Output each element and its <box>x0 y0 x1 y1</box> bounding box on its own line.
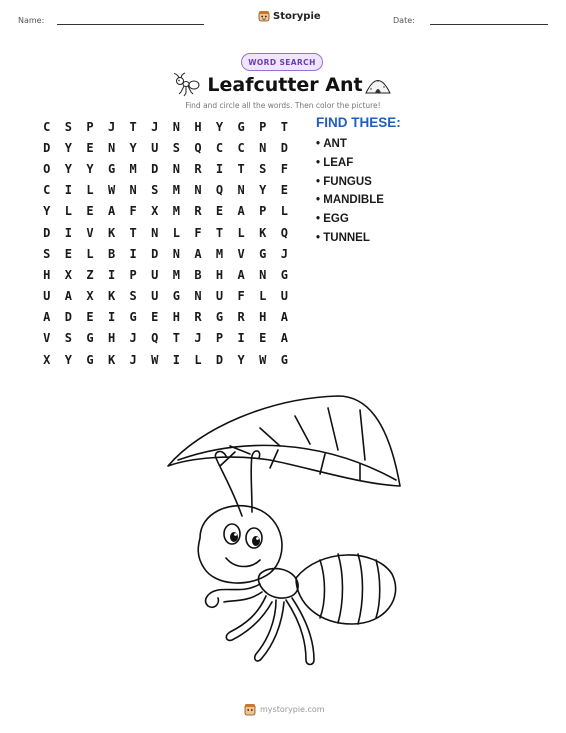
grid-letter[interactable]: G <box>172 289 180 304</box>
word-search-grid[interactable] <box>36 116 295 370</box>
grid-letter[interactable]: U <box>151 140 159 155</box>
grid-letter[interactable]: G <box>129 310 137 325</box>
grid-letter[interactable]: Y <box>259 183 267 198</box>
grid-letter[interactable]: F <box>129 204 137 219</box>
grid-letter[interactable]: N <box>194 289 202 304</box>
grid-letter[interactable]: P <box>86 119 94 134</box>
ant-icon <box>173 72 203 98</box>
grid-letter[interactable]: F <box>237 289 245 304</box>
grid-letter[interactable]: R <box>237 310 245 325</box>
grid-letter[interactable]: D <box>64 310 72 325</box>
antenna-right <box>251 451 260 512</box>
grid-letter[interactable]: J <box>280 246 288 261</box>
grid-letter[interactable]: W <box>151 352 159 367</box>
grid-letter[interactable]: W <box>107 183 116 198</box>
grid-letter[interactable]: E <box>64 246 72 261</box>
grid-letter[interactable]: E <box>86 140 94 155</box>
grid-letter[interactable]: H <box>259 310 267 325</box>
storypie-mascot-icon <box>258 10 270 22</box>
grid-letter[interactable]: P <box>129 267 137 282</box>
grid-letter[interactable]: B <box>194 267 202 282</box>
word-item: • ANT <box>316 137 384 156</box>
word-search-badge: WORD SEARCH <box>241 53 323 71</box>
grid-letter[interactable]: C <box>237 140 245 155</box>
grid-letter[interactable]: T <box>129 119 137 134</box>
grid-letter[interactable]: N <box>172 119 180 134</box>
grid-letter[interactable]: U <box>43 289 51 304</box>
grid-letter[interactable]: F <box>194 225 202 240</box>
grid-letter[interactable]: M <box>129 161 137 176</box>
grid-letter[interactable]: E <box>151 310 159 325</box>
grid-letter[interactable]: A <box>64 289 72 304</box>
page-title: Leafcutter Ant <box>207 74 363 96</box>
date-label: Date: <box>393 16 415 25</box>
grid-letter[interactable]: I <box>172 352 180 367</box>
grid-letter[interactable]: Y <box>64 140 72 155</box>
grid-letter[interactable]: G <box>237 119 245 134</box>
grid-letter[interactable]: X <box>43 352 51 367</box>
grid-letter[interactable]: O <box>43 161 51 176</box>
grid-letter[interactable]: H <box>215 267 224 282</box>
grid-letter[interactable]: I <box>64 183 72 198</box>
grid-letter[interactable]: I <box>107 267 116 282</box>
grid-letter[interactable]: L <box>86 246 94 261</box>
instructions: Find and circle all the words. Then color the picture! <box>185 101 381 110</box>
grid-letter[interactable]: H <box>43 267 51 282</box>
grid-letter[interactable]: G <box>86 331 94 346</box>
grid-letter[interactable]: T <box>237 161 245 176</box>
grid-letter[interactable]: T <box>129 225 137 240</box>
grid-letter[interactable]: E <box>259 331 267 346</box>
grid-letter[interactable]: M <box>172 183 180 198</box>
grid-letter[interactable]: Q <box>215 183 224 198</box>
footer-url[interactable]: mystorypie.com <box>260 705 325 714</box>
grid-letter[interactable]: J <box>129 331 137 346</box>
grid-letter[interactable]: R <box>194 161 202 176</box>
grid-letter[interactable]: S <box>64 119 72 134</box>
grid-letter[interactable]: H <box>172 310 180 325</box>
grid-letter[interactable]: G <box>107 161 116 176</box>
grid-letter[interactable]: Y <box>64 352 72 367</box>
grid-letter[interactable]: P <box>215 331 224 346</box>
grid-letter[interactable]: J <box>151 119 159 134</box>
grid-letter[interactable]: V <box>43 331 51 346</box>
grid-letter[interactable]: L <box>86 183 94 198</box>
grid-letter[interactable]: L <box>64 204 72 219</box>
grid-letter[interactable]: L <box>280 204 288 219</box>
grid-letter[interactable]: K <box>107 289 116 304</box>
grid-letter[interactable]: I <box>237 331 245 346</box>
grid-letter[interactable]: N <box>259 140 267 155</box>
grid-letter[interactable]: T <box>172 331 180 346</box>
grid-letter[interactable]: C <box>215 140 224 155</box>
grid-letter[interactable]: U <box>151 267 159 282</box>
grid-letter[interactable]: H <box>194 119 202 134</box>
grid-letter[interactable]: S <box>43 246 51 261</box>
grid-letter[interactable]: N <box>259 267 267 282</box>
find-these-heading: FIND THESE: <box>316 115 401 130</box>
grid-letter[interactable]: J <box>107 119 116 134</box>
grid-letter[interactable]: L <box>194 352 202 367</box>
word-item: • EGG <box>316 212 384 231</box>
word-list <box>316 137 384 250</box>
date-line[interactable] <box>430 24 548 25</box>
grid-letter[interactable]: L <box>172 225 180 240</box>
grid-letter[interactable]: U <box>151 289 159 304</box>
grid-letter[interactable]: Q <box>194 140 202 155</box>
grid-letter[interactable]: M <box>215 246 224 261</box>
grid-letter[interactable]: U <box>215 289 224 304</box>
grid-letter[interactable]: A <box>194 246 202 261</box>
grid-letter[interactable]: I <box>107 310 116 325</box>
grid-letter[interactable]: Y <box>215 119 224 134</box>
grid-letter[interactable]: B <box>107 246 116 261</box>
grid-letter[interactable]: N <box>172 161 180 176</box>
grid-letter[interactable]: D <box>280 140 288 155</box>
grid-letter[interactable]: R <box>194 310 202 325</box>
grid-letter[interactable]: F <box>280 161 288 176</box>
grid-letter[interactable]: D <box>151 161 159 176</box>
grid-letter[interactable]: E <box>86 310 94 325</box>
grid-letter[interactable]: P <box>259 119 267 134</box>
grid-letter[interactable]: K <box>259 225 267 240</box>
word-item: • FUNGUS <box>316 175 384 194</box>
word-item: • MANDIBLE <box>316 193 384 212</box>
grid-letter[interactable]: A <box>280 310 288 325</box>
grid-letter[interactable]: E <box>215 204 224 219</box>
grid-letter[interactable]: S <box>172 140 180 155</box>
grid-letter[interactable]: N <box>107 140 116 155</box>
grid-letter[interactable]: X <box>151 204 159 219</box>
ant-abdomen <box>296 555 396 624</box>
anthill-icon <box>365 74 391 94</box>
grid-letter[interactable]: C <box>43 119 51 134</box>
grid-letter[interactable]: G <box>259 246 267 261</box>
ant-thorax <box>258 569 298 599</box>
grid-letter[interactable]: I <box>129 246 137 261</box>
name-label: Name: <box>18 16 45 25</box>
grid-letter[interactable]: Y <box>64 161 72 176</box>
grid-letter[interactable]: L <box>237 225 245 240</box>
leaf-drawing <box>168 396 400 486</box>
grid-letter[interactable]: A <box>237 267 245 282</box>
grid-letter[interactable]: I <box>215 161 224 176</box>
grid-letter[interactable]: S <box>64 331 72 346</box>
grid-letter[interactable]: A <box>280 331 288 346</box>
grid-letter[interactable]: M <box>172 267 180 282</box>
grid-letter[interactable]: A <box>237 204 245 219</box>
grid-letter[interactable]: Y <box>86 161 94 176</box>
grid-letter[interactable]: S <box>259 161 267 176</box>
leafcutter-ant-picture <box>160 388 405 683</box>
grid-letter[interactable]: L <box>259 289 267 304</box>
grid-letter[interactable]: D <box>43 225 51 240</box>
brand-name: Storypie <box>273 10 321 22</box>
ant-head <box>198 506 282 583</box>
grid-letter[interactable]: Q <box>280 225 288 240</box>
grid-letter[interactable]: D <box>151 246 159 261</box>
grid-letter[interactable]: P <box>259 204 267 219</box>
grid-letter[interactable]: I <box>64 225 72 240</box>
grid-letter[interactable]: K <box>107 225 116 240</box>
word-item: • TUNNEL <box>316 231 384 250</box>
grid-letter[interactable]: V <box>237 246 245 261</box>
grid-letter[interactable]: Y <box>237 352 245 367</box>
grid-letter[interactable]: H <box>107 331 116 346</box>
grid-letter[interactable]: X <box>64 267 72 282</box>
grid-letter[interactable]: G <box>280 267 288 282</box>
brand-logo <box>258 10 321 22</box>
grid-letter[interactable]: Q <box>151 331 159 346</box>
grid-letter[interactable]: Z <box>86 267 94 282</box>
grid-letter[interactable]: R <box>194 204 202 219</box>
grid-letter[interactable]: N <box>237 183 245 198</box>
storypie-mascot-icon <box>244 703 256 716</box>
grid-letter[interactable]: A <box>43 310 51 325</box>
grid-letter[interactable]: G <box>86 352 94 367</box>
grid-letter[interactable]: S <box>151 183 159 198</box>
grid-letter[interactable]: V <box>86 225 94 240</box>
grid-letter[interactable]: E <box>86 204 94 219</box>
grid-letter[interactable]: Y <box>43 204 51 219</box>
grid-letter[interactable]: G <box>215 310 224 325</box>
grid-letter[interactable]: U <box>280 289 288 304</box>
grid-letter[interactable]: S <box>129 289 137 304</box>
grid-letter[interactable]: M <box>172 204 180 219</box>
name-line[interactable] <box>57 24 204 25</box>
grid-letter[interactable]: J <box>129 352 137 367</box>
word-item: • LEAF <box>316 156 384 175</box>
grid-letter[interactable]: C <box>43 183 51 198</box>
grid-letter[interactable]: D <box>215 352 224 367</box>
grid-letter[interactable]: N <box>194 183 202 198</box>
grid-letter[interactable]: K <box>107 352 116 367</box>
grid-letter[interactable]: Y <box>129 140 137 155</box>
footer <box>244 703 325 716</box>
grid-letter[interactable]: N <box>172 246 180 261</box>
grid-letter[interactable]: W <box>259 352 267 367</box>
grid-letter[interactable]: E <box>280 183 288 198</box>
grid-letter[interactable]: N <box>129 183 137 198</box>
grid-letter[interactable]: D <box>43 140 51 155</box>
grid-letter[interactable]: J <box>194 331 202 346</box>
grid-letter[interactable]: G <box>280 352 288 367</box>
grid-letter[interactable]: T <box>280 119 288 134</box>
grid-letter[interactable]: T <box>215 225 224 240</box>
grid-letter[interactable]: N <box>151 225 159 240</box>
grid-letter[interactable]: X <box>86 289 94 304</box>
grid-letter[interactable]: A <box>107 204 116 219</box>
